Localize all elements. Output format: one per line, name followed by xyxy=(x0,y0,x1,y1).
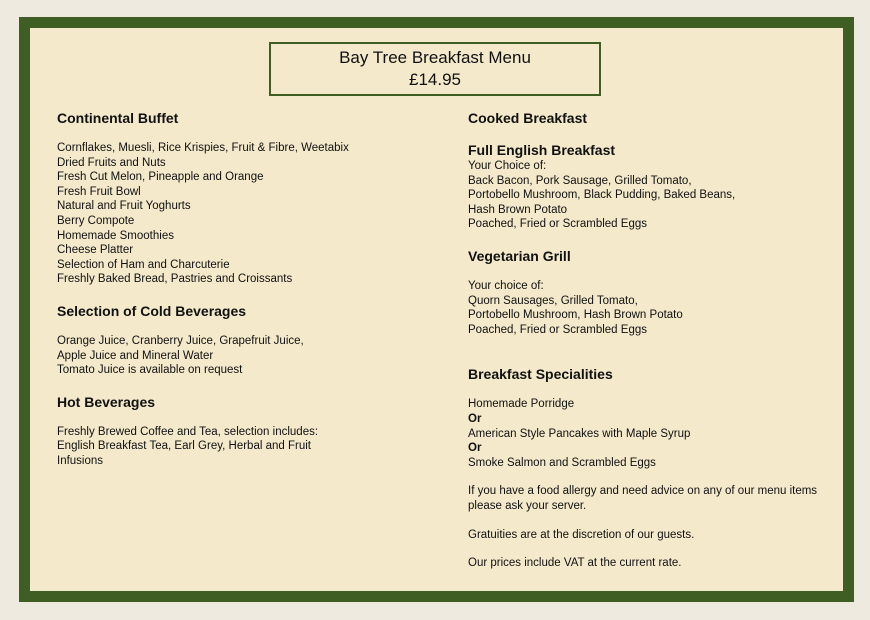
list-item: Orange Juice, Cranberry Juice, Grapefruit Juice, xyxy=(57,334,304,347)
gratuities-note: Gratuities are at the discretion of our guests. xyxy=(468,528,695,541)
hot-beverages-list xyxy=(57,425,437,469)
cooked-breakfast-heading: Cooked Breakfast xyxy=(468,110,588,126)
list-item: Tomato Juice is available on request xyxy=(57,364,243,377)
list-item: Cornflakes, Muesli, Rice Krispies, Fruit & Fibre, Weetabix xyxy=(57,142,349,154)
list-item: Selection of Ham and Charcuterie xyxy=(57,258,230,271)
list-item: Your Choice of: xyxy=(468,160,547,172)
list-item: Smoke Salmon and Scrambled Eggs xyxy=(468,456,656,469)
list-item: Portobello Mushroom, Black Pudding, Baked Beans, xyxy=(468,189,736,202)
list-item: Back Bacon, Pork Sausage, Grilled Tomato, xyxy=(468,174,692,187)
list-item: Freshly Baked Bread, Pastries and Croissants xyxy=(57,273,293,286)
continental-list xyxy=(57,141,437,287)
list-item: Quorn Sausages, Grilled Tomato, xyxy=(468,294,638,307)
vegetarian-grill-heading: Vegetarian Grill xyxy=(468,247,571,264)
list-item: Berry Compote xyxy=(57,214,135,227)
list-item: Fresh Fruit Bowl xyxy=(57,185,141,198)
list-item: Fresh Cut Melon, Pineapple and Orange xyxy=(57,171,264,184)
list-item: Hash Brown Potato xyxy=(468,203,568,216)
full-english-list xyxy=(468,159,838,232)
list-item: English Breakfast Tea, Earl Grey, Herbal and Fruit xyxy=(57,440,311,453)
left-column xyxy=(57,109,437,469)
specialities-list xyxy=(468,397,838,470)
list-item: Infusions xyxy=(57,454,104,467)
hot-beverages-heading: Hot Beverages xyxy=(57,393,156,410)
list-item: Apple Juice and Mineral Water xyxy=(57,349,214,362)
allergy-note xyxy=(468,484,838,513)
cold-beverages-heading: Selection of Cold Beverages xyxy=(57,302,247,319)
or-separator: Or xyxy=(468,412,482,425)
specialities-heading: Breakfast Specialities xyxy=(468,366,613,383)
list-item: Natural and Fruit Yoghurts xyxy=(57,200,191,213)
cold-beverages-list xyxy=(57,334,437,378)
list-item: Poached, Fried or Scrambled Eggs xyxy=(468,323,647,336)
or-separator: Or xyxy=(468,442,482,455)
list-item: Homemade Smoothies xyxy=(57,229,174,242)
title-box xyxy=(269,42,601,96)
list-item: Freshly Brewed Coffee and Tea, selection includes: xyxy=(57,425,319,438)
menu-title: Bay Tree Breakfast Menu xyxy=(339,48,531,67)
menu-price: £14.95 xyxy=(409,70,461,89)
list-item: Homemade Porridge xyxy=(468,398,575,411)
list-item: Dried Fruits and Nuts xyxy=(57,156,166,169)
vat-note: Our prices include VAT at the current rate. xyxy=(468,557,682,570)
allergy-note-line: please ask your server. xyxy=(468,499,587,512)
list-item: Cheese Platter xyxy=(57,244,134,257)
list-item: Poached, Fried or Scrambled Eggs xyxy=(468,218,647,231)
allergy-note-line: If you have a food allergy and need advice on any of our menu items xyxy=(468,485,818,498)
list-item: Portobello Mushroom, Hash Brown Potato xyxy=(468,309,683,322)
vegetarian-list xyxy=(468,279,838,337)
full-english-heading: Full English Breakfast xyxy=(468,142,616,158)
right-column xyxy=(468,109,838,571)
list-item: American Style Pancakes with Maple Syrup xyxy=(468,427,691,440)
list-item: Your choice of: xyxy=(468,279,544,292)
continental-heading: Continental Buffet xyxy=(57,110,179,126)
